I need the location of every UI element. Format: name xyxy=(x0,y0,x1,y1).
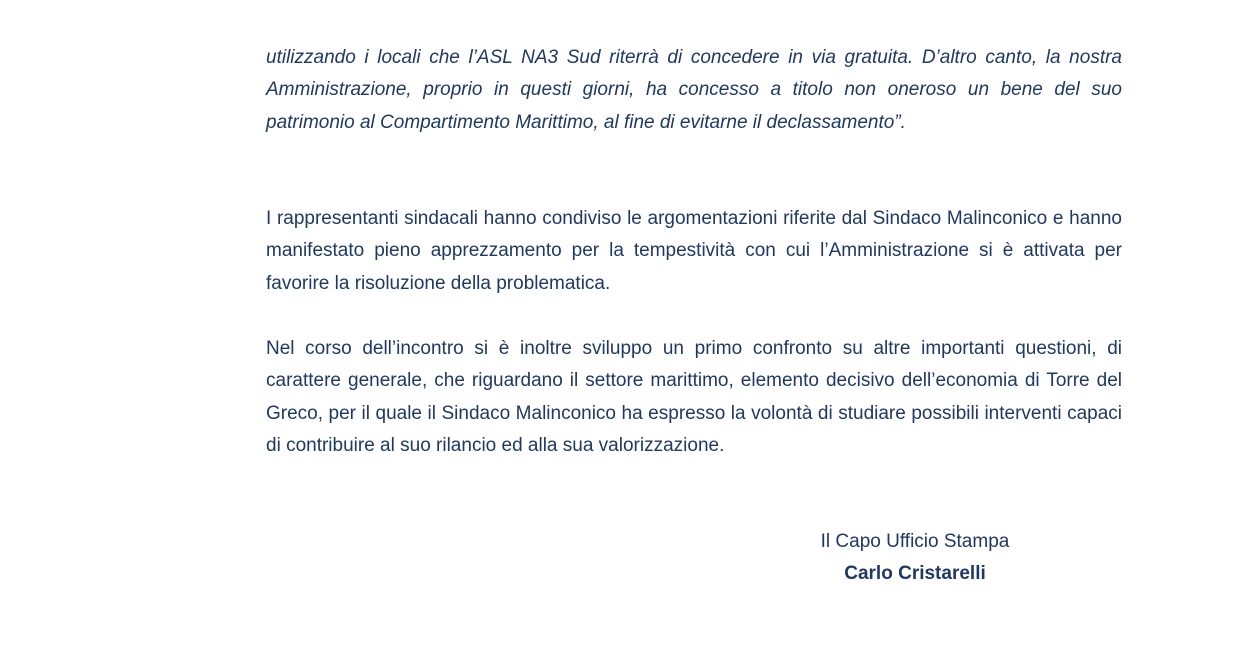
body-paragraph-union-representatives: I rappresentanti sindacali hanno condiviso le argomentazioni riferite dal Sindaco Malinconico e hanno manifestato pieno apprezzamento per la tempestività con cui l’Amministrazione si è attivata per favorire la risoluzione della problematica. xyxy=(266,208,1122,294)
body-paragraph-meeting-discussion: Nel corso dell’incontro si è inoltre sviluppo un primo confronto su altre importanti questioni, di carattere generale, che riguardano il settore marittimo, elemento decisivo dell’economia di Torre del Greco, per il quale il Sindaco Malinconico ha espresso la volontà di studiare possibili interventi capaci di contribuire al suo rilancio ed alla sua valorizzazione. xyxy=(266,338,1122,457)
quote-paragraph: utilizzando i locali che l’ASL NA3 Sud riterrà di concedere in via gratuita. D’altro canto, la nostra Amministrazione, proprio in questi giorni, ha concesso a titolo non oneroso un bene del suo patrimonio al Compartimento Marittimo, al fine di evitarne il declassamento”. xyxy=(266,47,1122,133)
signature-role: Il Capo Ufficio Stampa xyxy=(820,531,1010,552)
signature-name: Carlo Cristarelli xyxy=(844,563,986,584)
